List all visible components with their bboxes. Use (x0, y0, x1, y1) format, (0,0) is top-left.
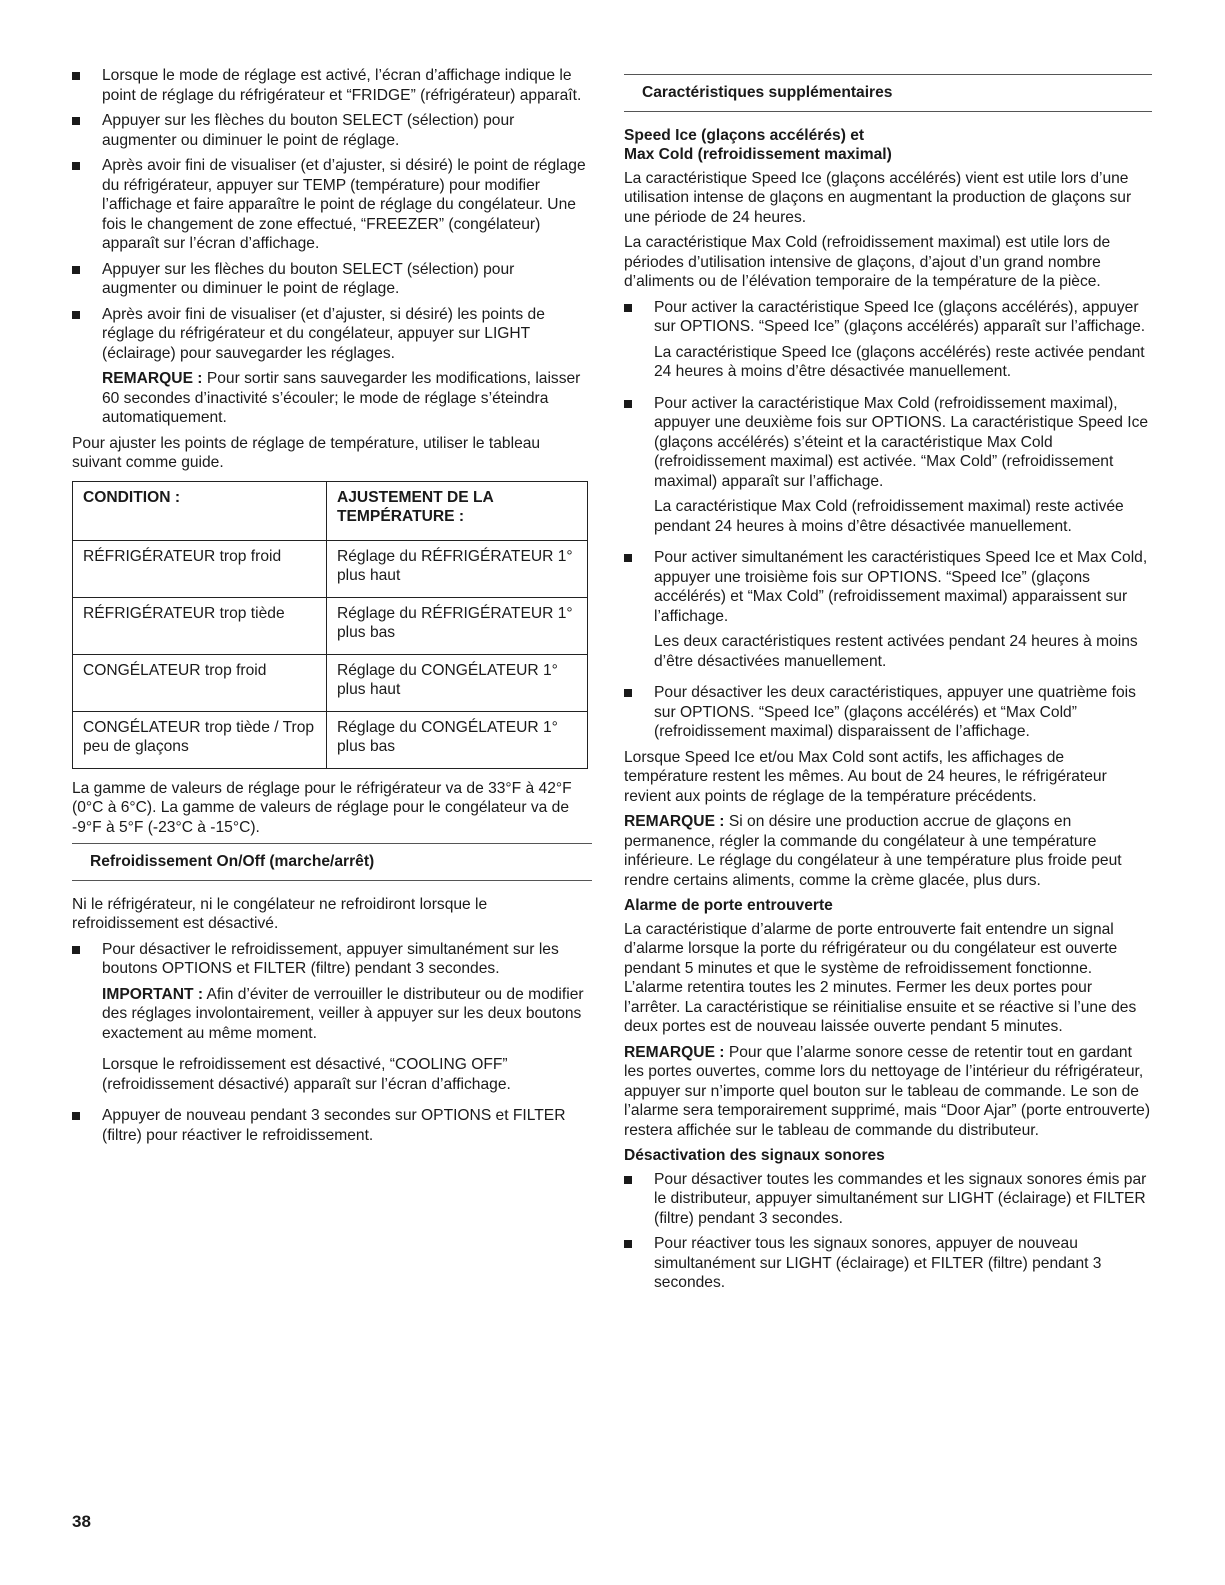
speed-ice-paragraph: La caractéristique Speed Ice (glaçons accélérés) vient est utile lors d’une utilisation intense de glaçons en augmentant la production de glaçons sur une période de 24 heures. (624, 169, 1132, 226)
table-cell-condition: RÉFRIGÉRATEUR trop tiède (73, 597, 327, 654)
list-item: Pour activer la caractéristique Speed Ice (glaçons accélérés), appuyer sur OPTIONS. “Speed Ice” (glaçons accélérés) apparaît sur l’affichage. (624, 298, 1152, 337)
left-column (72, 66, 592, 1151)
list-item: Appuyer sur les flèches du bouton SELECT (sélection) pour augmenter ou diminuer le point de réglage. (72, 111, 592, 150)
table-cell-adjust: Réglage du RÉFRIGÉRATEUR 1° plus haut (327, 540, 588, 597)
table-cell-condition: CONGÉLATEUR trop tiède / Trop peu de glaçons (73, 711, 327, 768)
note-text: Si on désire une production accrue de glaçons en permanence, régler la commande du congélateur à une température inférieure. Le réglage du congélateur à une température plus froide peut rendre certains aliments, comme la crème glacée, plus durs. (624, 813, 1122, 889)
list-item-detail: La caractéristique Max Cold (refroidissement maximal) reste activée pendant 24 heures à moins d’être désactivée manuellement. (654, 498, 1124, 535)
speed-ice-summary: Lorsque Speed Ice et/ou Max Cold sont actifs, les affichages de température restent les mêmes. Au bout de 24 heures, le réfrigérateur revient aux points de réglage de la température précédents. (624, 748, 1107, 805)
list-item: Pour désactiver les deux caractéristiques, appuyer une quatrième fois sur OPTIONS. “Speed Ice” (glaçons accélérés) et “Max Cold” (refroidissement maximal) disparaissent de l’affichage. (624, 683, 1152, 742)
list-item: Appuyer de nouveau pendant 3 secondes sur OPTIONS et FILTER (filtre) pour réactiver le refroidissement. (72, 1106, 592, 1145)
list-item-detail: Les deux caractéristiques restent activées pendant 24 heures à moins d’être désactivées manuellement. (654, 633, 1138, 670)
right-column (624, 74, 1152, 1299)
list-item-detail: La caractéristique Speed Ice (glaçons accélérés) reste activée pendant 24 heures à moins d’être désactivée manuellement. (654, 343, 1145, 380)
note-text: Pour que l’alarme sonore cesse de retentir tout en gardant les portes ouvertes, comme lors du nettoyage de l’intérieur du réfrigérateur, appuyer sur n’importe quel bouton sur le tableau de commande. Le son de l’alarme sera temporairement supprimé, mais “Door Ajar” (porte entrouverte) restera affichée sur le tableau de commande du distributeur. (624, 1043, 1151, 1139)
table-row (73, 597, 588, 654)
speed-ice-heading-line2: Max Cold (refroidissement maximal) (624, 146, 892, 163)
list-item: Lorsque le mode de réglage est activé, l’écran d’affichage indique le point de réglage du réfrigérateur et “FRIDGE” (réfrigérateur) apparaît. (72, 66, 592, 105)
list-item: Pour activer simultanément les caractéristiques Speed Ice et Max Cold, appuyer une troisième fois sur OPTIONS. “Speed Ice” (glaçons accélérés) et “Max Cold” (refroidissement maximal) apparaissent sur l’affichage. (624, 548, 1152, 626)
speed-ice-heading (624, 126, 1152, 165)
page-number: 38 (72, 1512, 91, 1531)
table-cell-adjust: Réglage du CONGÉLATEUR 1° plus haut (327, 654, 588, 711)
section-heading-cooling: Refroidissement On/Off (marche/arrêt) (72, 843, 592, 881)
table-row (73, 654, 588, 711)
table-cell-adjust: Réglage du CONGÉLATEUR 1° plus bas (327, 711, 588, 768)
sound-off-heading: Désactivation des signaux sonores (624, 1147, 885, 1164)
table-cell-condition: RÉFRIGÉRATEUR trop froid (73, 540, 327, 597)
list-item: Pour désactiver toutes les commandes et les signaux sonores émis par le distributeur, appuyer simultanément sur LIGHT (éclairage) et FILTER (filtre) pendant 3 secondes. (624, 1170, 1152, 1229)
note-paragraph (624, 812, 1152, 890)
cooling-intro: Ni le réfrigérateur, ni le congélateur ne refroidiront lorsque le refroidissement est désactivé. (72, 895, 488, 932)
header-adjust: AJUSTEMENT DE LA TEMPÉRATURE : (327, 481, 588, 540)
table-row (73, 540, 588, 597)
important-text: Afin d’éviter de verrouiller le distributeur ou de modifier des réglages involontairement, veiller à appuyer sur les deux boutons exactement au même moment. (102, 985, 584, 1042)
table-intro: Pour ajuster les points de réglage de température, utiliser le tableau suivant comme guide. (72, 434, 541, 471)
list-item: Après avoir fini de visualiser (et d’ajuster, si désiré) le point de réglage du réfrigérateur, appuyer sur TEMP (température) pour modifier l’affichage et faire apparaître le point de réglage du congélateur. Une fois le changement de zone effectué, “FREEZER” (congélateur) apparaît sur l’écran d’affichage. (72, 156, 592, 254)
note-label: REMARQUE : (624, 813, 725, 830)
section-heading-features: Caractéristiques supplémentaires (624, 74, 1152, 112)
note-paragraph (624, 1043, 1152, 1141)
header-condition: CONDITION : (73, 481, 327, 540)
important-paragraph (72, 985, 592, 1044)
door-alarm-heading: Alarme de porte entrouverte (624, 897, 833, 914)
note-label: REMARQUE : (102, 370, 203, 387)
table-cell-adjust: Réglage du RÉFRIGÉRATEUR 1° plus bas (327, 597, 588, 654)
list-item: Après avoir fini de visualiser (et d’ajuster, si désiré) les points de réglage du réfrigérateur et du congélateur, appuyer sur LIGHT (éclairage) pour sauvegarder les réglages. (72, 305, 592, 364)
important-label: IMPORTANT : (102, 985, 204, 1003)
note-paragraph (72, 369, 592, 428)
table-row (73, 711, 588, 768)
note-label: REMARQUE : (624, 1043, 725, 1061)
cooling-off-paragraph: Lorsque le refroidissement est désactivé, “COOLING OFF” (refroidissement désactivé) apparaît sur l’écran d’affichage. (102, 1056, 511, 1093)
note-text: Pour sortir sans sauvegarder les modifications, laisser 60 secondes d’inactivité s’écouler; le mode de réglage s’éteindra automatiquement. (102, 370, 581, 426)
speed-ice-heading-line1: Speed Ice (glaçons accélérés) et (624, 126, 865, 144)
table-cell-condition: CONGÉLATEUR trop froid (73, 654, 327, 711)
list-item: Pour activer la caractéristique Max Cold (refroidissement maximal), appuyer une deuxième fois sur OPTIONS. La caractéristique Speed Ice (glaçons accélérés) s’éteint et la caractéristique Max Cold (refroidissement maximal) est activée. “Max Cold” (refroidissement maximal) apparaît sur l’affichage. (624, 394, 1152, 492)
max-cold-paragraph: La caractéristique Max Cold (refroidissement maximal) est utile lors de périodes d’utilisation intensive de glaçons, d’ajout d’un grand nombre d’aliments ou de l’élévation temporaire de la température de la pièce. (624, 234, 1111, 290)
temperature-table (72, 481, 588, 769)
range-paragraph: La gamme de valeurs de réglage pour le réfrigérateur va de 33°F à 42°F (0°C à 6°C). La gamme de valeurs de réglage pour le congélateur va de -9°F à 5°F (-23°C à -15°C). (72, 779, 572, 836)
list-item: Appuyer sur les flèches du bouton SELECT (sélection) pour augmenter ou diminuer le point de réglage. (72, 260, 592, 299)
table-header-row (73, 481, 588, 540)
list-item: Pour désactiver le refroidissement, appuyer simultanément sur les boutons OPTIONS et FILTER (filtre) pendant 3 secondes. (72, 940, 592, 979)
door-alarm-paragraph: La caractéristique d’alarme de porte entrouverte fait entendre un signal d’alarme lorsque la porte du réfrigérateur ou du congélateur est ouverte pendant 5 minutes et que le système de refroidissement fonctionne. L’alarme retentira toutes les 2 minutes. Fermer les deux portes pour l’arrêter. La caractéristique se réinitialise ensuite et se réactive si l’une des deux portes est de nouveau laissée ouverte pendant 5 minutes. (624, 920, 1137, 1035)
list-item: Pour réactiver tous les signaux sonores, appuyer de nouveau simultanément sur LIGHT (éclairage) et FILTER (filtre) pendant 3 secondes. (624, 1234, 1152, 1293)
